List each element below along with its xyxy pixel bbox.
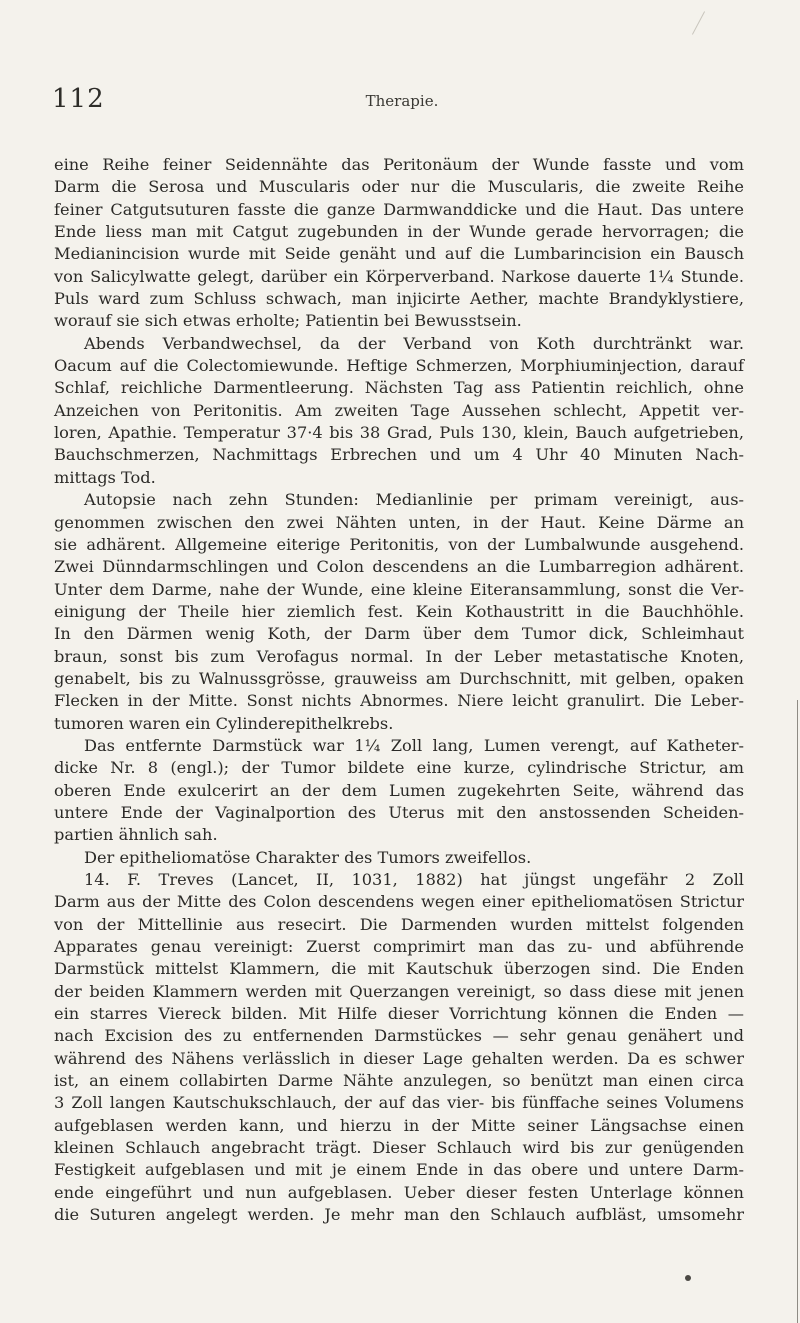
text-line: Puls ward zum Schluss schwach, man injicirte Aether, machte Brandyklystiere,	[54, 289, 744, 309]
text-line: 14. F. Treves (Lancet, II, 1031, 1882) hat jüngst ungefähr 2 Zoll	[84, 870, 744, 889]
page-header	[52, 84, 752, 124]
text-line: nach Excision des zu entfernenden Darmstückes — sehr genau genähert und	[54, 1026, 744, 1046]
running-head: Therapie.	[365, 92, 439, 110]
text-line: Darmstück mittelst Klammern, die mit Kautschuk überzogen sind. Die Enden	[54, 959, 744, 979]
text-line: In den Därmen wenig Koth, der Darm über dem Tumor dick, Schleimhaut	[54, 624, 744, 644]
page-number: 112	[52, 84, 105, 114]
text-line: tumoren waren ein Cylinderepithelkrebs.	[54, 713, 394, 733]
text-line: loren, Apathie. Temperatur 37·4 bis 38 Grad, Puls 130, klein, Bauch aufgetrieben,	[54, 423, 744, 443]
text-line: ist, an einem collabirten Darme Nähte anzulegen, so benützt man einen circa	[54, 1071, 744, 1091]
text-line: Festigkeit aufgeblasen und mit je einem Ende in das obere und untere Darm-	[54, 1160, 744, 1180]
text-line: der beiden Klammern werden mit Querzangen vereinigt, so dass diese mit jenen	[54, 981, 744, 1001]
pencil-mark	[692, 11, 705, 34]
text-line: dicke Nr. 8 (engl.); der Tumor bildete eine kurze, cylindrische Strictur, am	[54, 758, 744, 778]
text-line: während des Nähens verlässlich in dieser Lage gehalten werden. Da es schwer	[54, 1048, 744, 1068]
text-line: Darm aus der Mitte des Colon descendens wegen einer epitheliomatösen Strictur	[54, 892, 744, 912]
text-line: Schlaf, reichliche Darmentleerung. Nächsten Tag ass Patientin reichlich, ohne	[54, 378, 744, 398]
text-line: eine Reihe feiner Seidennähte das Peritonäum der Wunde fasste und vom	[54, 155, 744, 174]
text-line: Bauchschmerzen, Nachmittags Erbrechen und um 4 Uhr 40 Minuten Nach-	[54, 445, 744, 465]
text-line: Autopsie nach zehn Stunden: Medianlinie per primam vereinigt, aus-	[84, 490, 744, 510]
text-line: worauf sie sich etwas erholte; Patientin bei Bewusstsein.	[54, 311, 522, 331]
text-line: sie adhärent. Allgemeine eiterige Peritonitis, von der Lumbalwunde ausgehend.	[54, 534, 744, 554]
text-line: genabelt, bis zu Walnussgrösse, grauweiss am Durchschnitt, mit gelben, opaken	[54, 668, 744, 688]
body-text	[54, 154, 744, 1227]
text-line: genommen zwischen den zwei Nähten unten, in der Haut. Keine Därme an	[54, 512, 744, 532]
text-line: untere Ende der Vaginalportion des Uterus mit den anstossenden Scheiden-	[54, 802, 744, 822]
text-line: Abends Verbandwechsel, da der Verband von Koth durchtränkt war.	[84, 333, 744, 353]
text-line: Flecken in der Mitte. Sonst nichts Abnormes. Niere leicht granulirt. Die Leber-	[54, 691, 744, 711]
text-line: aufgeblasen werden kann, und hierzu in der Mitte seiner Längsachse einen	[54, 1115, 744, 1135]
text-line: oberen Ende exulcerirt an der dem Lumen zugekehrten Seite, während das	[54, 780, 744, 800]
text-line: Oacum auf die Colectomiewunde. Heftige Schmerzen, Morphiuminjection, darauf	[54, 356, 744, 376]
text-line: ende eingeführt und nun aufgeblasen. Ueber dieser festen Unterlage können	[54, 1182, 744, 1202]
text-line: Unter dem Darme, nahe der Wunde, eine kleine Eiteransammlung, sonst die Ver-	[54, 579, 744, 599]
text-line: von der Mittellinie aus resecirt. Die Darmenden wurden mittelst folgenden	[54, 914, 744, 934]
text-line: einigung der Theile hier ziemlich fest. Kein Kothaustritt in die Bauchhöhle.	[54, 601, 744, 621]
text-line: Zwei Dünndarmschlingen und Colon descendens an die Lumbarregion adhärent.	[54, 557, 744, 577]
text-line: partien ähnlich sah.	[54, 825, 218, 845]
text-line: von Salicylwatte gelegt, darüber ein Körperverband. Narkose dauerte 1¼ Stunde.	[54, 266, 744, 286]
text-line: mittags Tod.	[54, 467, 156, 487]
text-line: Ende liess man mit Catgut zugebunden in der Wunde gerade hervorragen; die	[54, 222, 744, 242]
text-line: Das entfernte Darmstück war 1¼ Zoll lang, Lumen verengt, auf Katheter-	[84, 735, 744, 755]
page-edge-line	[797, 700, 798, 1323]
ink-dot	[685, 1275, 691, 1281]
text-line: die Suturen angelegt werden. Je mehr man den Schlauch aufbläst, umsomehr	[54, 1205, 744, 1225]
text-line: feiner Catgutsuturen fasste die ganze Darmwanddicke und die Haut. Das untere	[54, 199, 744, 219]
text-line: Darm die Serosa und Muscularis oder nur die Muscularis, die zweite Reihe	[54, 177, 744, 197]
text-line: kleinen Schlauch angebracht trägt. Dieser Schlauch wird bis zur genügenden	[54, 1138, 744, 1158]
text-line: ein starres Viereck bilden. Mit Hilfe dieser Vorrichtung können die Enden —	[54, 1004, 744, 1024]
text-line: braun, sonst bis zum Verofagus normal. In der Leber metastatische Knoten,	[54, 646, 744, 666]
text-line: 3 Zoll langen Kautschukschlauch, der auf das vier- bis fünffache seines Volumens	[54, 1093, 744, 1113]
text-line: Anzeichen von Peritonitis. Am zweiten Tage Aussehen schlecht, Appetit ver-	[54, 400, 744, 420]
text-line: Medianincision wurde mit Seide genäht und auf die Lumbarincision ein Bausch	[54, 244, 744, 264]
text-line: Der epitheliomatöse Charakter des Tumors zweifellos.	[84, 847, 532, 867]
text-line: Apparates genau vereinigt: Zuerst comprimirt man das zu- und abführende	[54, 937, 744, 957]
